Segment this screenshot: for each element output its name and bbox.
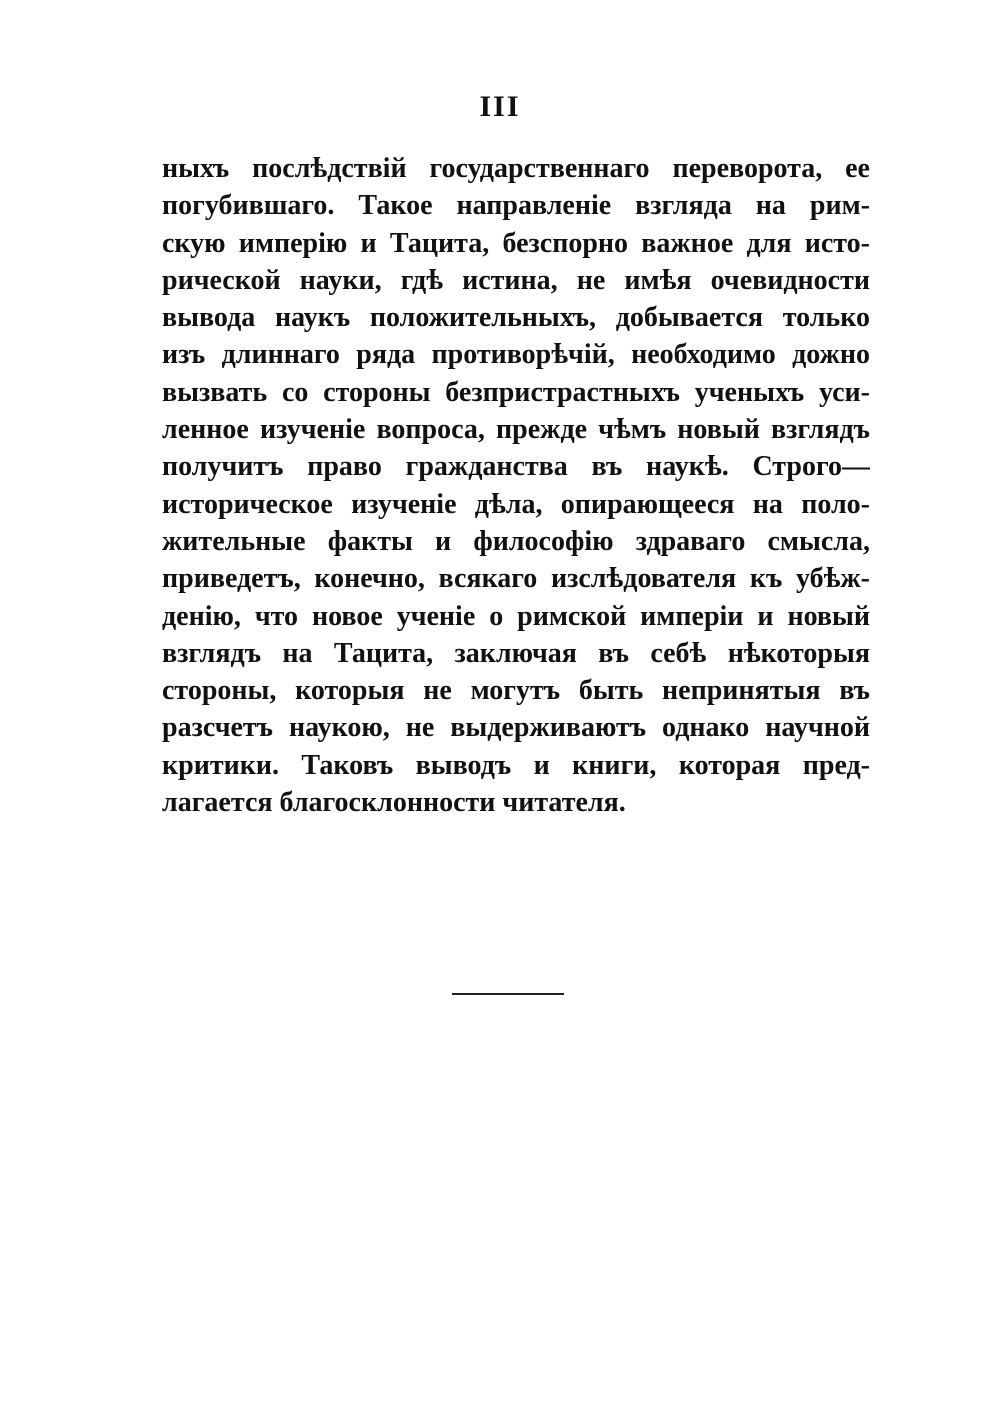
text-line-3: скую имперію и Тацита, безспорно важное для исто- [162,227,870,259]
text-line-9: получитъ право гражданства въ наукѣ. Строго— [162,451,870,483]
text-line-5: вывода наукъ положительныхъ, добывается только [162,302,870,334]
end-rule [452,993,564,995]
body-text [162,150,870,821]
text-line-18: лагается благосклонности читателя. [162,787,626,819]
page-number: III [479,90,521,123]
text-line-12: приведетъ, конечно, всякаго изслѣдователя къ убѣж- [162,563,870,595]
text-line-14: взглядъ на Тацита, заключая въ себѣ нѣкоторыя [162,637,870,669]
text-line-15: стороны, которыя не могутъ быть непринятыя въ [162,675,870,707]
text-line-2: погубившаго. Такое направленіе взгляда на рим- [162,190,870,222]
text-line-13: денію, что новое ученіе о римской имперіи и новый [162,600,870,632]
text-line-10: историческое изученіе дѣла, опирающееся на поло- [162,488,870,520]
text-line-4: рической науки, гдѣ истина, не имѣя очевидности [162,264,870,296]
text-line-16: разсчетъ наукою, не выдерживаютъ однако научной [162,712,870,744]
text-line-7: вызвать со стороны безпристрастныхъ ученыхъ уси- [162,376,870,408]
text-line-17: критики. Таковъ выводъ и книги, которая пред- [162,749,870,781]
text-line-8: ленное изученіе вопроса, прежде чѣмъ новый взглядъ [162,414,870,446]
text-line-6: изъ длиннаго ряда противорѣчій, необходимо дожно [162,339,870,371]
text-line-1: ныхъ послѣдствій государственнаго переворота, ее [162,153,870,184]
text-line-11: жительные факты и философію здраваго смысла, [162,525,870,557]
